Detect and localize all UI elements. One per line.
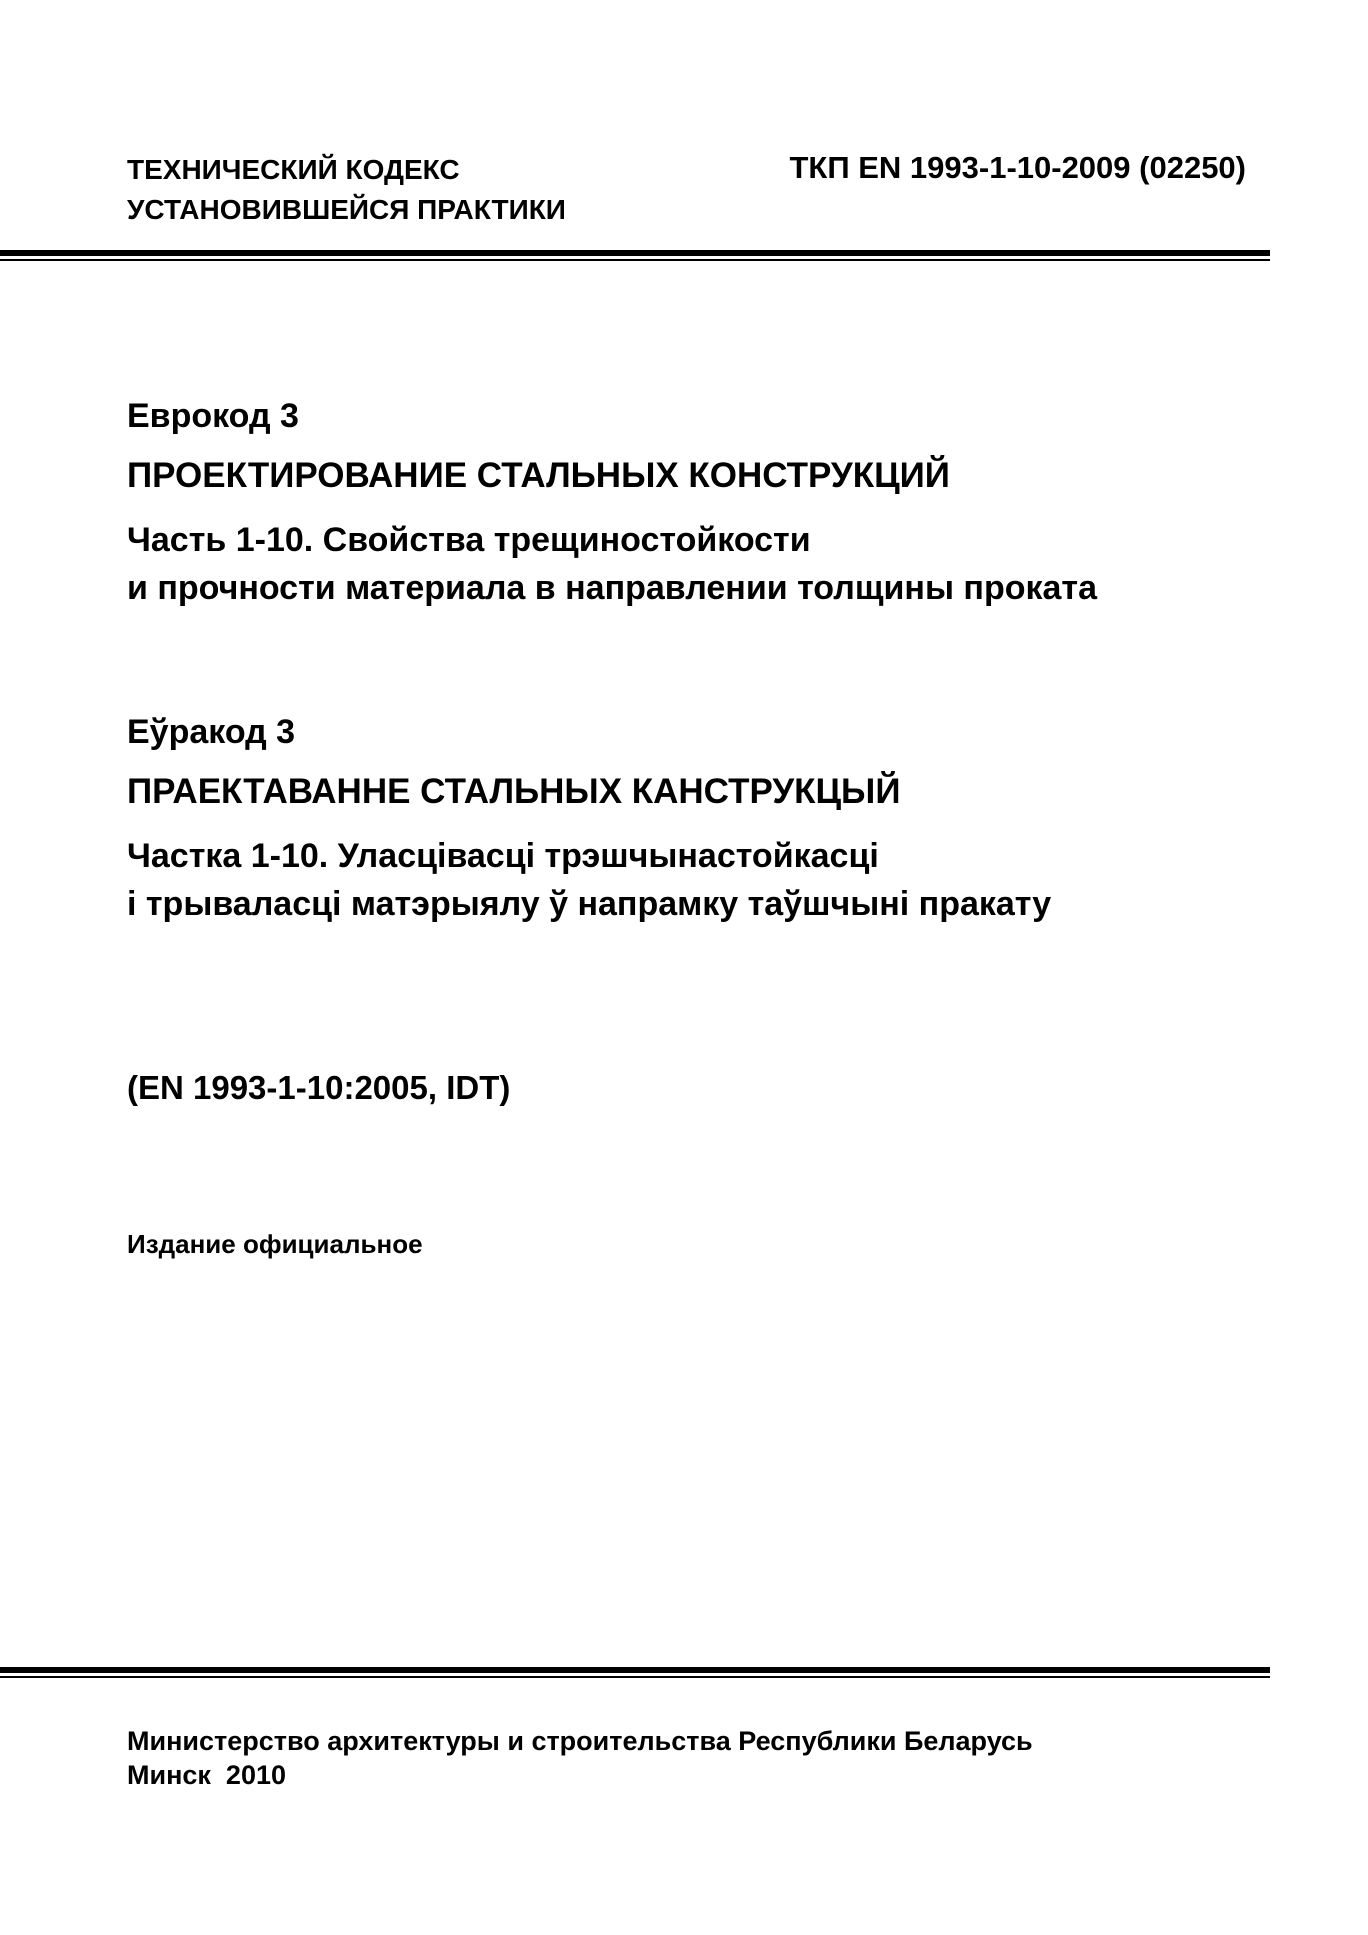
standard-reference: (EN 1993-1-10:2005, IDT)	[127, 1069, 511, 1106]
belarusian-main-title: ПРАЕКТАВАННЕ СТАЛЬНЫХ КАНСТРУКЦЫЙ	[127, 772, 901, 811]
russian-part-line-1: Часть 1-10. Свойства трещиностойкости	[127, 521, 811, 559]
document-number: ТКП EN 1993-1-10-2009 (02250)	[789, 150, 1246, 185]
belarusian-part-title	[127, 832, 1051, 928]
edition-note: Издание официальное	[127, 1229, 423, 1259]
belarusian-eurocode-label: Еўракод 3	[127, 713, 296, 751]
document-type-line-2: УСТАНОВИВШЕЙСЯ ПРАКТИКИ	[127, 194, 566, 225]
footer	[127, 1724, 1033, 1792]
top-divider-thin	[0, 259, 1270, 261]
document-type-line-1: ТЕХНИЧЕСКИЙ КОДЕКС	[127, 154, 460, 185]
city-year: Минск 2010	[127, 1760, 286, 1790]
russian-main-title: ПРОЕКТИРОВАНИЕ СТАЛЬНЫХ КОНСТРУКЦИЙ	[127, 456, 950, 495]
top-divider-thick	[0, 250, 1270, 256]
publisher: Министерство архитектуры и строительства Республики Беларусь	[127, 1726, 1033, 1756]
bottom-divider-thick	[0, 1667, 1270, 1673]
belarusian-part-line-1: Частка 1-10. Уласцівасці трэшчынастойкасці	[127, 837, 879, 875]
russian-eurocode-label: Еврокод 3	[127, 397, 299, 435]
russian-part-line-2: и прочности материала в направлении толщины проката	[127, 569, 1097, 607]
bottom-divider-thin	[0, 1676, 1270, 1678]
russian-part-title	[127, 516, 1097, 612]
belarusian-part-line-2: і трываласці матэрыялу ў напрамку таўшчыні пракату	[127, 885, 1052, 923]
document-type	[127, 150, 566, 230]
